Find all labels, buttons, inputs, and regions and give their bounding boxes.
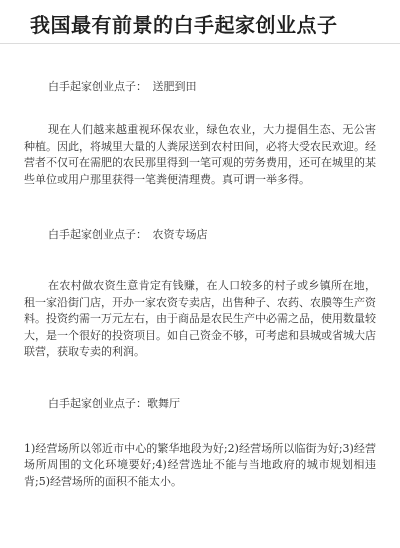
section-heading-fertilizer: 白手起家创业点子： 送肥到田 xyxy=(48,80,197,93)
title-bar xyxy=(0,0,400,44)
section-heading-agri-store: 白手起家创业点子： 农资专场店 xyxy=(48,228,208,241)
section-body-fertilizer: 现在人们越来越重视环保农业，绿色农业，大力提倡生态、无公害种植。因此，将城里大量的人粪尿送到农村田间，必将大受农民欢迎。经营者不仅可在需肥的农民那里得到一笔可观的劳务费用，还可在城里的某些单位或用户那里获得一笔粪便清理费。真可谓一举多得。 xyxy=(24,123,376,186)
article-body xyxy=(24,44,376,490)
section-body-agri-store: 在农村做农资生意肯定有钱赚，在人口较多的村子或乡镇所在地，租一家沿街门店，开办一家农资专卖店，出售种子、农药、农膜等生产资料。投资约需一万元左右，由于商品是农民生产中必需之品，使用数量较大，是一个很好的投资项目。如自己资金不够，可考虑和县城或省城大店联营，获取专卖的利润。 xyxy=(24,279,376,358)
page-title: 我国最有前景的白手起家创业点子 xyxy=(30,13,338,37)
section-body-ktv: 1)经营场所以邻近市中心的繁华地段为好;2)经营场所以临街为好;3)经营场所周围的文化环境要好;4)经营选址不能与当地政府的城市规划相违背;5)经营场所的面积不能太小。 xyxy=(24,441,376,488)
section-heading-ktv: 白手起家创业点子：歌舞厅 xyxy=(48,396,180,410)
